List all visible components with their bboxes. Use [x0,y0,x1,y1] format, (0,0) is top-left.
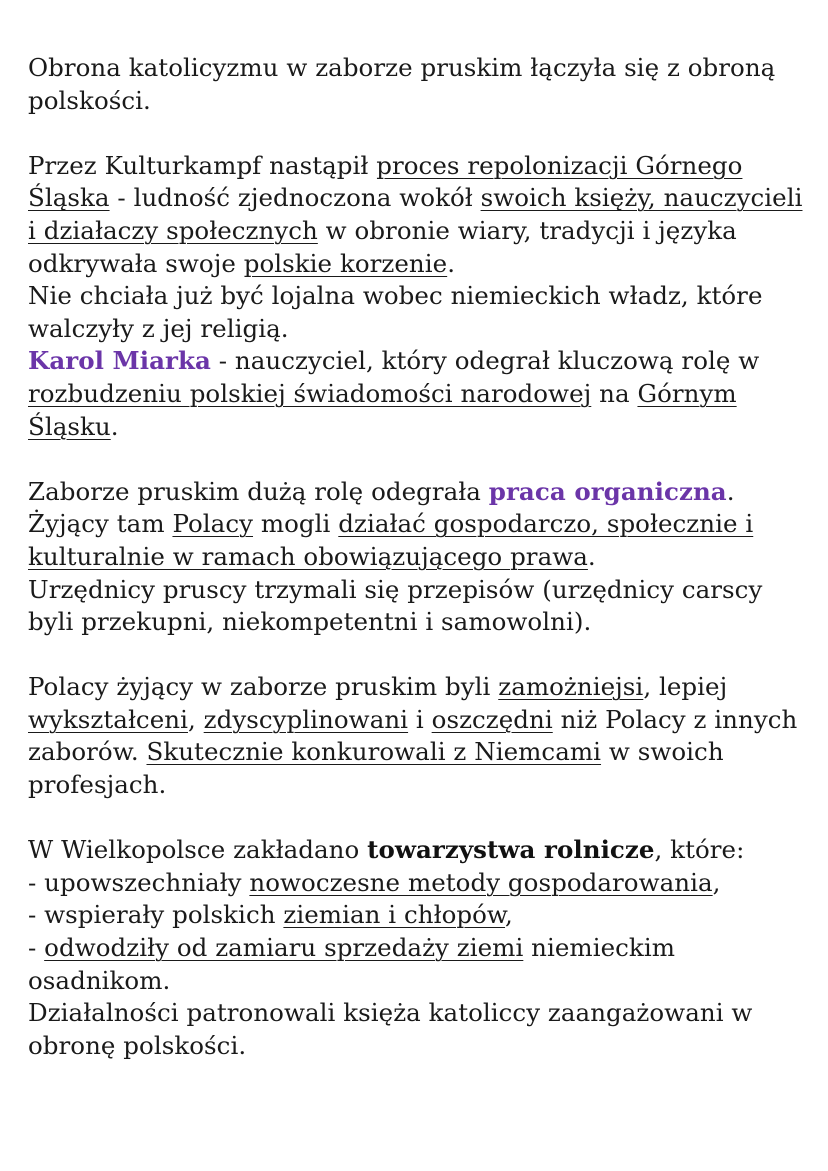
p3-officials-line: Urzędnicy pruscy trzymali się przepisów (urzędnicy carscy byli przekupni, niekompetentni i samowolni). [28,574,763,637]
list-item-2 [28,900,513,929]
underlined-competed-germans: Skutecznie konkurowali z Niemcami [146,737,602,767]
underlined-modern-methods: nowoczesne metody gospodarowania [249,867,713,897]
list-item-1 [28,868,720,897]
p4-text-1: Polacy żyjący w zaborze pruskim byli [28,672,499,702]
underlined-priests-teachers: swoich księży, nauczycieli i działaczy społecznych [28,183,803,245]
p2-text-4: . [447,248,456,278]
paragraph-prussian-poles [28,671,808,801]
underlined-wealthier: zamożniejsi [498,672,644,702]
list-item-3-prefix: - [28,933,45,963]
list-item-1-prefix: - upowszechniały [28,867,250,897]
paragraph-agricultural-societies [28,834,808,1062]
underlined-educated: wykształceni [28,704,188,734]
list-item-2-prefix: - wspierały polskich [28,900,284,930]
underlined-poles: Polacy [172,509,254,539]
bold-agricultural-societies: towarzystwa rolnicze [367,835,655,865]
p5-text-2: , które: [654,835,745,865]
p2-text-6: na [591,378,638,408]
paragraph-catholicism-defense [28,52,808,117]
paragraph-kulturkampf [28,150,808,443]
p1-text: Obrona katolicyzmu w zaborze pruskim łączyła się z obroną polskości. [28,53,776,115]
paragraph-organic-work [28,476,808,639]
p4-text-2: , lepiej [643,672,728,702]
p4-text-3: , [187,704,204,734]
underlined-disciplined: zdyscyplinowani [203,704,409,734]
underlined-polish-roots: polskie korzenie [243,248,448,278]
list-item-2-suffix: , [505,900,513,930]
list-item-3-suffix: niemieckim osadnikom. [28,933,675,995]
highlight-organic-work: praca organiczna [488,476,727,506]
p2-text-7: . [110,411,119,441]
p2-text-1: Przez Kulturkampf nastąpił [28,150,377,180]
underlined-repolonization: proces repolonizacji Górnego Śląska [28,150,743,213]
p3-text-4: mogli [253,509,339,539]
list-item-3 [28,933,675,995]
p2-text-2: - ludność zjednoczona wokół [109,183,481,213]
underlined-act-within-law: działać gospodarczo, społecznie i kulturalnie w ramach obowiązującego prawa [28,509,754,571]
p5-text-1: W Wielkopolsce zakładano [28,835,368,865]
p4-text-6: w swoich profesjach. [28,737,724,800]
p2-text-3: w obronie wiary, tradycji i języka odkrywała swoje [28,215,737,278]
p4-text-5: niż Polacy z innych zaborów. [28,704,798,767]
p3-text-3: Żyjący tam [28,509,173,539]
p3-text-5: . [587,541,596,571]
underlined-dissuaded-land-sale: odwodziły od zamiaru sprzedaży ziemi [44,933,524,963]
p5-patronage-line: Działalności patronowali księża katoliccy zaangażowani w obronę polskości. [28,998,753,1060]
p2-text-5: - nauczyciel, który odegrał kluczową rolę w [210,346,760,376]
underlined-national-awareness: rozbudzeniu polskiej świadomości narodowej [28,378,592,408]
underlined-upper-silesia: Górnym Śląsku [28,378,737,441]
list-item-1-suffix: , [712,867,721,897]
p4-text-4: i [408,704,432,734]
p2-loyalty-line: Nie chciała już być lojalna wobec niemieckich władz, które walczyły z jej religią. [28,281,763,343]
highlight-karol-miarka: Karol Miarka [28,346,211,376]
p3-text-2: . [726,476,735,506]
underlined-landowners-peasants: ziemian i chłopów [283,900,506,930]
underlined-thrifty: oszczędni [431,704,553,734]
document-text [28,52,808,1095]
p3-text-1: Zaborze pruskim dużą rolę odegrała [28,476,489,506]
